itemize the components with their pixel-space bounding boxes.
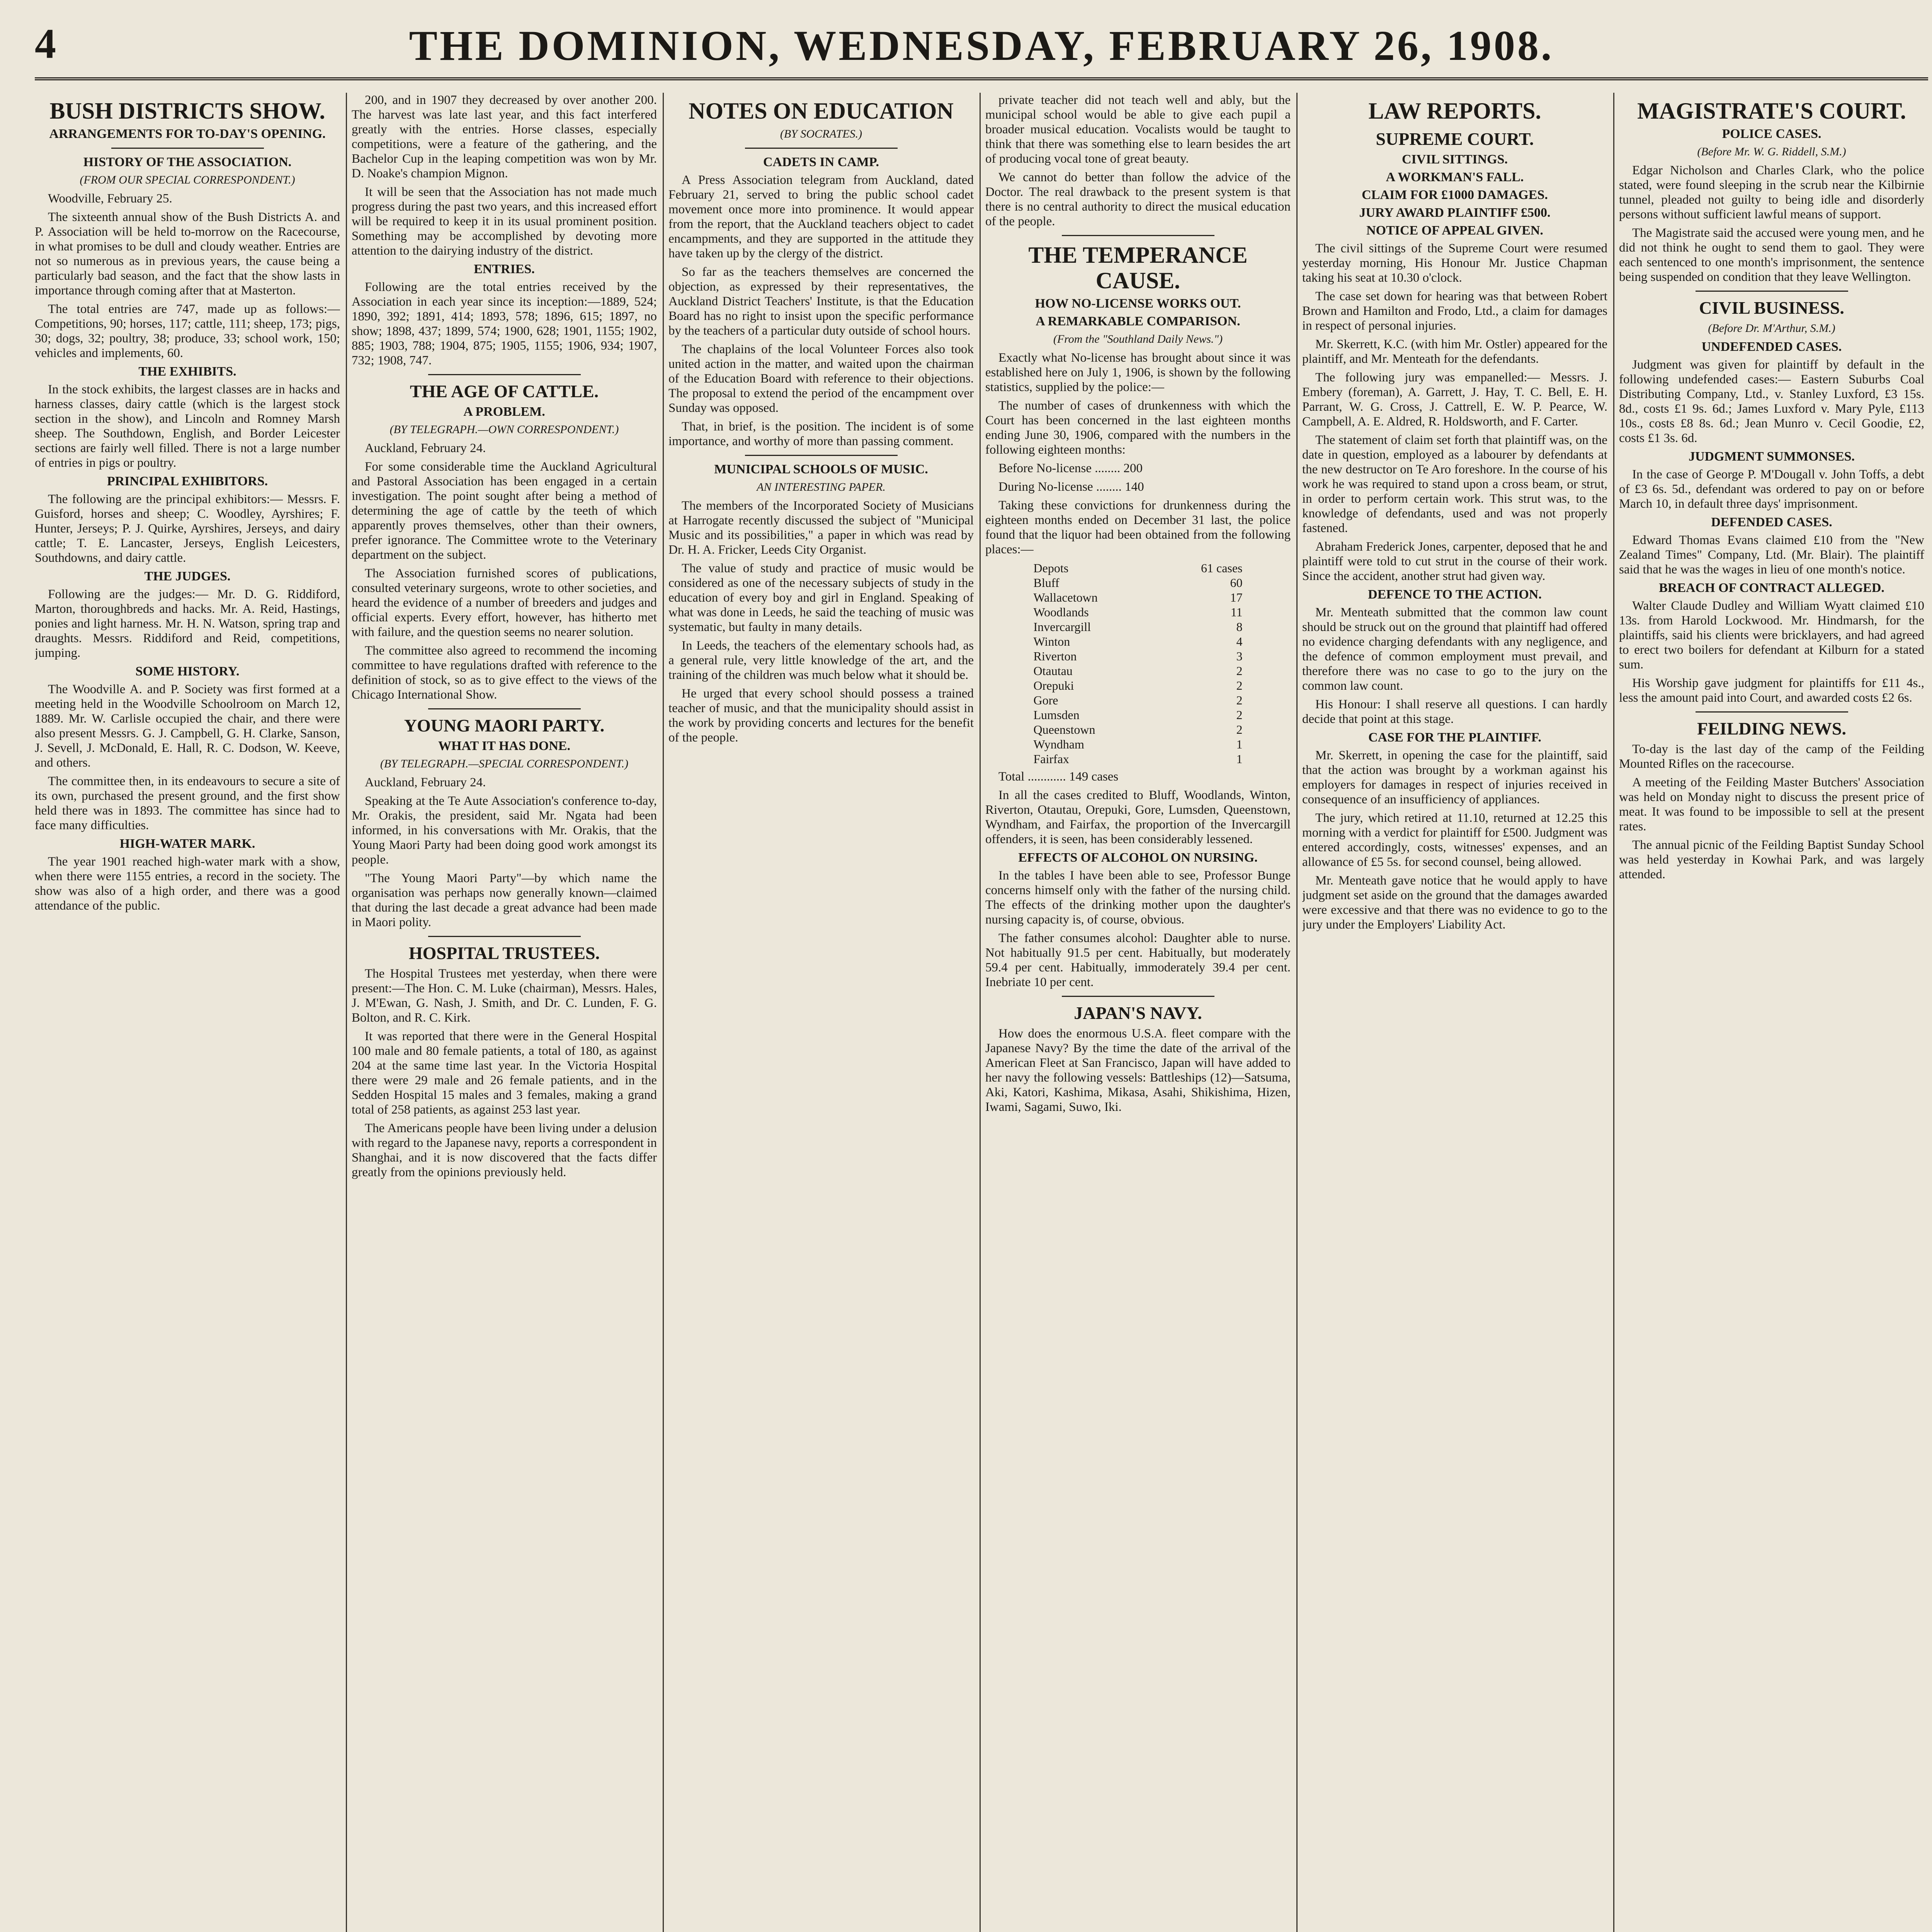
column-rule	[346, 93, 347, 1932]
paragraph: The case set down for hearing was that between Robert Brown and Hamilton and Frodo, Ltd., a claim for damages in respect of personal injuries.	[1302, 289, 1607, 333]
section-heading: CLAIM FOR £1000 DAMAGES.	[1362, 188, 1548, 202]
divider	[1062, 996, 1214, 997]
dateline: Woodville, February 25.	[48, 192, 172, 206]
paragraph: To-day is the last day of the camp of the Feilding Mounted Rifles on the racecourse.	[1619, 742, 1924, 771]
paragraph: The civil sittings of the Supreme Court were resumed yesterday morning, His Honour Mr. Justice Chapman taking his seat at 10.30 o'clock.	[1302, 242, 1607, 285]
dateline: Auckland, February 24.	[365, 441, 486, 455]
table-cell-place: Gore	[1033, 693, 1058, 707]
table-cell-cases: 8	[1236, 620, 1243, 634]
section-heading: DEFENDED CASES.	[1711, 515, 1832, 529]
headline-notes-on-education: NOTES ON EDUCATION	[689, 98, 954, 124]
paragraph: The committee also agreed to recommend the incoming committee to have regulations drafted with reference to the definition of stock, so as to give effect to the views of the Chicago International Show.	[352, 644, 657, 702]
table-cell-place: Wyndham	[1033, 737, 1084, 751]
divider	[1696, 291, 1848, 292]
paragraph: So far as the teachers themselves are concerned the objection, as expressed by their representatives, the Auckland District Teachers' Institute, is that the Education Board has no right to insist upon the specific performance by the teachers of a particular duty outside of school hours.	[668, 265, 974, 338]
section-heading: ENTRIES.	[474, 262, 535, 276]
subhead: ARRANGEMENTS FOR TO-DAY'S OPENING.	[49, 127, 326, 141]
paragraph: Following are the total entries received by the Association in each year since its inception:—1889, 524; 1890, 392; 1891, 414; 1893, 578; 1896, 615; 1897, no show; 1898, 437; 1899, 574; 1900, 628; 1901, 1155; 1902, 885; 1903, 788; 1904, 875; 1905, 1155; 1906, 934; 1907, 732; 1908, 747.	[352, 280, 657, 367]
paragraph: Exactly what No-license has brought about since it was established here on July 1, 1906, is shown by the following statistics, supplied by the police:—	[985, 351, 1291, 394]
headline-law-reports: LAW REPORTS.	[1368, 98, 1541, 124]
divider	[745, 148, 898, 149]
paragraph: In all the cases credited to Bluff, Woodlands, Winton, Riverton, Otautau, Orepuki, Gore, Lumsden, Queenstown, Wyndham, and Fairfax, the proportion of the Invercargill offenders, it is seen, has been considerably lessened.	[985, 788, 1291, 846]
paragraph: In Leeds, the teachers of the elementary schools had, as a general rule, very little knowledge of the art, and the training of the children was much below what it should be.	[668, 639, 974, 682]
table-row	[1031, 707, 1245, 722]
paragraph: We cannot do better than follow the advice of the Doctor. The real drawback to the present system is that there is no central authority to direct the musical education of the people.	[985, 170, 1291, 228]
section-heading: BREACH OF CONTRACT ALLEGED.	[1659, 581, 1884, 595]
section-heading: CADETS IN CAMP.	[763, 155, 879, 169]
table-row	[1031, 561, 1245, 575]
paragraph: Taking these convictions for drunkenness during the eighteen months ended on December 31 last, the police found that the liquor had been obtained from the following places:—	[985, 498, 1291, 556]
paragraph: The Hospital Trustees met yesterday, when there were present:—The Hon. C. M. Luke (chairman), Messrs. Hales, J. M'Ewan, G. Nash, J. Smith, and Dr. C. Lunden, F. G. Bolton, and R. C. Kirk.	[352, 967, 657, 1025]
divider	[745, 455, 898, 456]
table-cell-cases: 11	[1230, 605, 1243, 619]
byline: (FROM OUR SPECIAL CORRESPONDENT.)	[80, 173, 295, 186]
section-heading: A WORKMAN'S FALL.	[1386, 170, 1524, 184]
paragraph: The members of the Incorporated Society of Musicians at Harrogate recently discussed the subject of "Municipal Music and its possibilities," a paper in which was read by Dr. H. A. Fricker, Leeds City Organist.	[668, 499, 974, 557]
column-4	[985, 93, 1291, 1932]
divider	[428, 936, 581, 937]
table-cell-cases: 2	[1236, 664, 1243, 678]
section-heading: UNDEFENDED CASES.	[1701, 340, 1842, 354]
headline-feilding-news: FEILDING NEWS.	[1697, 719, 1846, 738]
table-row	[1031, 605, 1245, 619]
paragraph: It will be seen that the Association has not made much progress during the past two years, and this increased effort will be required to keep it in its usual prominent position. Something may be accomplished by devoting more attention to the dairying industry of the district.	[352, 185, 657, 258]
headline-supreme-court: SUPREME COURT.	[1376, 129, 1534, 149]
paragraph: Speaking at the Te Aute Association's conference to-day, Mr. Orakis, the president, said Mr. Ngata had been informed, in his conversations with Mr. Orakis, that the Young Maori Party had been doing good work amongst its people.	[352, 794, 657, 867]
table-cell-cases: 2	[1236, 723, 1243, 736]
table-cell-cases: 17	[1230, 590, 1243, 604]
divider	[1062, 235, 1214, 236]
masthead	[35, 12, 1928, 80]
headline-young-maori-party: YOUNG MAORI PARTY.	[404, 716, 605, 735]
newspaper-title: THE DOMINION, WEDNESDAY, FEBRUARY 26, 1908.	[409, 22, 1554, 69]
section-heading: SOME HISTORY.	[135, 664, 240, 679]
paragraph: A meeting of the Feilding Master Butchers' Association was held on Monday night to discuss the present price of meat. It was found to be impossible to sell at the present rates.	[1619, 776, 1924, 833]
paragraph: Following are the judges:— Mr. D. G. Riddiford, Marton, thoroughbreds and hacks. Mr. A. Reid, Hastings, ponies and light harness. Mr. H. N. Watson, spring trap and draughts. Messrs. Riddiford and Reid, competitions, jumping.	[35, 587, 340, 660]
table-row	[1031, 752, 1245, 766]
paragraph: The year 1901 reached high-water mark with a show, when there were 1155 entries, a record in the society. The show was also of a high order, and there was a good attendance of the public.	[35, 855, 340, 913]
headline-hospital-trustees: HOSPITAL TRUSTEES.	[408, 943, 600, 963]
headline-bush-districts: BUSH DISTRICTS SHOW.	[49, 98, 325, 124]
stat-before: Before No-license ........ 200	[998, 461, 1143, 475]
paragraph: The Association furnished scores of publications, consulted veterinary surgeons, wrote to other societies, and heard the evidence of a number of breeders and judges and official experts. Every effort, however, has hitherto met with failure, and the question seems no nearer solution.	[352, 566, 657, 639]
column-rule	[663, 93, 664, 1932]
table-cell-cases: 3	[1236, 649, 1243, 663]
liquor-source-table	[1031, 561, 1245, 766]
byline: (Before Dr. M'Arthur, S.M.)	[1708, 322, 1835, 335]
paragraph: The chaplains of the local Volunteer Forces also took united action in the matter, and waited upon the chairman of the Education Board with reference to their objections. The proposal to extend the period of the encampment over Sunday was opposed.	[668, 342, 974, 415]
byline: (BY SOCRATES.)	[780, 128, 862, 140]
table-cell-place: Orepuki	[1033, 679, 1074, 692]
section-heading: HIGH-WATER MARK.	[119, 837, 255, 851]
table-total: Total ............ 149 cases	[998, 770, 1119, 784]
table-cell-cases: 4	[1236, 634, 1243, 648]
section-heading: CASE FOR THE PLAINTIFF.	[1368, 730, 1541, 745]
table-row	[1031, 663, 1245, 678]
paragraph: Mr. Skerrett, K.C. (with him Mr. Ostler) appeared for the plaintiff, and Mr. Menteath for the defendants.	[1302, 337, 1607, 366]
column-rule	[980, 93, 981, 1932]
paragraph: The total entries are 747, made up as follows:—Competitions, 90; horses, 117; cattle, 111; sheep, 173; pigs, 30; dogs, 32; poultry, 38; produce, 33; school work, 150; vehicles and implements, 60.	[35, 302, 340, 360]
paragraph: private teacher did not teach well and ably, but the municipal school would be able to give each pupil a broader musical education. Vocalists would be taught to think that there was something else to learn besides the art of producing vocal tone of great beauty.	[985, 93, 1291, 166]
table-row	[1031, 649, 1245, 663]
headline-temperance-cause: THE TEMPERANCE CAUSE.	[1028, 242, 1248, 293]
table-cell-place: Lumsden	[1033, 708, 1080, 722]
table-cell-place: Riverton	[1033, 649, 1077, 663]
section-heading: JUDGMENT SUMMONSES.	[1688, 449, 1855, 464]
section-heading: MUNICIPAL SCHOOLS OF MUSIC.	[714, 462, 928, 476]
subhead: A PROBLEM.	[463, 405, 545, 419]
paragraph: A Press Association telegram from Auckland, dated February 21, served to bring the public school cadet movement once more into prominence. It would appear from the report, that the Auckland teachers object to cadet encampments, and they are supported in the attitude they have taken up by the clergy of the district.	[668, 173, 974, 260]
table-row	[1031, 590, 1245, 605]
paragraph: In the stock exhibits, the largest classes are in hacks and harness classes, dairy cattle (which is the largest stock section in the show), and Lincoln and Romney Marsh sheep. The Southdown, English, and Border Leicester sections are fairly well filled. There is not a large number of entries in pigs or poultry.	[35, 383, 340, 470]
column-rule	[1296, 93, 1298, 1932]
paragraph: The following are the principal exhibitors:— Messrs. F. Guisford, horses and sheep; C. Woodley, Ayrshires; F. Hunter, Jerseys; P. J. Quirke, Ayrshires, Jerseys, and dairy cattle; T. E. Lancaster, Jerseys, English Leicesters, Southdowns, and dairy cattle.	[35, 492, 340, 565]
section-heading: NOTICE OF APPEAL GIVEN.	[1366, 223, 1543, 238]
paragraph: The value of study and practice of music would be considered as one of the necessary subjects of study in the education of every boy and girl in England. Speaking of what was done in Leeds, he said the teaching of music was systematic, but faulty in many details.	[668, 561, 974, 634]
paragraph: The following jury was empanelled:— Messrs. J. Embery (foreman), A. Garrett, J. Hay, T. C. Bell, E. H. Parrant, W. G. Cross, J. Cattrell, E. W. P. Pearce, W. Campbell, A. E. Aldred, R. Holdsworth, and F. Carter.	[1302, 371, 1607, 429]
paragraph: Edgar Nicholson and Charles Clark, who the police stated, were found sleeping in the scrub near the Kilbirnie tunnel, pleaded not guilty to being idle and disorderly persons without sufficient lawful means of support.	[1619, 163, 1924, 221]
headline-japans-navy: JAPAN'S NAVY.	[1074, 1003, 1202, 1023]
paragraph: Abraham Frederick Jones, carpenter, deposed that he and plaintiff were told to cut strut in the course of their work. Since the accident, another strut had given way.	[1302, 540, 1607, 583]
table-cell-cases: 2	[1236, 693, 1243, 707]
section-heading: JURY AWARD PLAINTIFF £500.	[1359, 206, 1551, 220]
headline-age-of-cattle: THE AGE OF CATTLE.	[410, 381, 599, 401]
dateline: Auckland, February 24.	[365, 776, 486, 789]
paragraph: His Worship gave judgment for plaintiffs for £11 4s., less the amount paid into Court, and awarded costs £2 6s.	[1619, 676, 1924, 705]
table-cell-cases: 1	[1236, 737, 1243, 751]
table-row	[1031, 737, 1245, 752]
subhead: POLICE CASES.	[1722, 127, 1821, 141]
paragraph: The statement of claim set forth that plaintiff was, on the date in question, employed as a labourer by defendants at the new destructor on Te Aro foreshore. In the course of his work he was required to stand upon a cross beam, or strut, in order to perform certain work. This strut was, to the knowledge of defendants, used and was not properly fastened.	[1302, 433, 1607, 535]
byline: (BY TELEGRAPH.—SPECIAL CORRESPONDENT.)	[380, 757, 629, 770]
section-heading: EFFECTS OF ALCOHOL ON NURSING.	[1018, 850, 1258, 865]
paragraph: The Americans people have been living under a delusion with regard to the Japanese navy, reports a correspondent in Shanghai, and it is now discovered that the facts differ greatly from the opinions previously held.	[352, 1121, 657, 1179]
paragraph: He urged that every school should possess a trained teacher of music, and that the municipality should assist in the work by providing concerts and lectures for the benefit of the people.	[668, 687, 974, 745]
paragraph: The father consumes alcohol: Daughter able to nurse. Not habitually 91.5 per cent. Habitually, but moderately 59.4 per cent. Habitually, immoderately 39.4 per cent. Inebriate 10 per cent.	[985, 931, 1291, 989]
paragraph: The number of cases of drunkenness with which the Court has been concerned in the last eighteen months ending June 30, 1906, compared with the numbers in the following eighteen months:	[985, 399, 1291, 457]
paragraph: It was reported that there were in the General Hospital 100 male and 80 female patients, a total of 180, as against 204 at the same time last year. In the Victoria Hospital there were 29 male and 26 female patients, and in the Sedden Hospital 15 males and 3 females, making a grand total of 258 patients, as against 253 last year.	[352, 1029, 657, 1117]
byline: (BY TELEGRAPH.—OWN CORRESPONDENT.)	[389, 423, 619, 436]
section-heading: HISTORY OF THE ASSOCIATION.	[83, 155, 292, 169]
paragraph: Mr. Menteath gave notice that he would apply to have judgment set aside on the ground that the damages awarded were excessive and that there was no evidence to go to the jury under the Employers' Liability Act.	[1302, 874, 1607, 932]
divider	[111, 148, 264, 149]
paragraph: "The Young Maori Party"—by which name the organisation was perhaps now generally known—claimed that during the last decade a great advance had been made in Maori polity.	[352, 871, 657, 929]
section-heading: DEFENCE TO THE ACTION.	[1368, 587, 1542, 602]
divider	[428, 374, 581, 375]
table-row	[1031, 634, 1245, 649]
source-note: (From the "Southland Daily News.")	[1053, 333, 1223, 345]
table-cell-place: Winton	[1033, 634, 1070, 648]
table-cell-place: Queenstown	[1033, 723, 1095, 736]
paragraph: In the tables I have been able to see, Professor Bunge concerns himself only with the father of the nursing child. The effects of the drinking mother upon the daughter's nursing capacity is, of course, obvious.	[985, 869, 1291, 927]
table-cell-place: Invercargill	[1033, 620, 1091, 634]
table-cell-place: Bluff	[1033, 576, 1060, 590]
table-cell-cases: 60	[1230, 576, 1243, 590]
table-cell-cases: 2	[1236, 708, 1243, 722]
section-heading: PRINCIPAL EXHIBITORS.	[107, 474, 268, 488]
table-cell-place: Wallacetown	[1033, 590, 1098, 604]
subhead: AN INTERESTING PAPER.	[757, 481, 886, 493]
paragraph: The sixteenth annual show of the Bush Districts A. and P. Association will be held to-morrow on the Racecourse, in what promises to be dull and cloudy weather. Entries are not so numerous as in previous years, the cause being a particularly bad season, and the fact that the show lasts in importance through coming after that at Masterton.	[35, 210, 340, 298]
section-heading: THE JUDGES.	[144, 569, 231, 583]
stat-during: During No-license ........ 140	[998, 480, 1144, 494]
paragraph: Mr. Menteath submitted that the common law count should be struck out on the ground that plaintiff had offered no evidence charging defendants with any negligence, and the defence of common employment must prevail, and therefore there was no case to go to the jury on the common law count.	[1302, 605, 1607, 693]
paragraph: Mr. Skerrett, in opening the case for the plaintiff, said that the action was brought by a workman against his employers for damages in respect of injuries received in consequence of an insufficiency of appliances.	[1302, 748, 1607, 806]
column-6	[1619, 93, 1924, 1932]
headline-magistrates-court: MAGISTRATE'S COURT.	[1637, 98, 1906, 124]
paragraph: The annual picnic of the Feilding Baptist Sunday School was held yesterday in Kowhai Park, and was largely attended.	[1619, 838, 1924, 881]
section-heading: A REMARKABLE COMPARISON.	[1036, 314, 1240, 328]
table-cell-place: Fairfax	[1033, 752, 1069, 766]
column-2	[352, 93, 657, 1932]
table-row	[1031, 722, 1245, 737]
paragraph: The Magistrate said the accused were young men, and he did not think he ought to send them to gaol. They were each sentenced to one month's imprisonment, the sentence being suspended on condition that they leave Wellington.	[1619, 226, 1924, 284]
divider	[428, 708, 581, 709]
table-cell-cases: 2	[1236, 679, 1243, 692]
table-cell-cases: 1	[1236, 752, 1243, 766]
table-cell-place: Depots	[1033, 561, 1069, 575]
subhead: WHAT IT HAS DONE.	[438, 739, 570, 753]
table-row	[1031, 693, 1245, 707]
paragraph: For some considerable time the Auckland Agricultural and Pastoral Association has been engaged in a certain investigation. The point sought after being a method of determining the age of cattle by the teeth of which apparently proves themselves, other than their owners, prefer ignorance. The Committee wrote to the Veterinary department on the subject.	[352, 460, 657, 562]
divider	[1696, 711, 1848, 713]
table-row	[1031, 575, 1245, 590]
table-row	[1031, 678, 1245, 693]
column-rule	[1613, 93, 1614, 1932]
paragraph: Edward Thomas Evans claimed £10 from the "New Zealand Times" Company, Ltd. (Mr. Blair). The plaintiff said that he was the wages in lieu of one month's notice.	[1619, 533, 1924, 577]
byline: (Before Mr. W. G. Riddell, S.M.)	[1697, 145, 1846, 158]
paragraph: How does the enormous U.S.A. fleet compare with the Japanese Navy? By the time the date of the arrival of the American Fleet at San Francisco, Japan will have added to her navy the following vessels: Battleships (12)—Satsuma, Aki, Katori, Kashima, Mikasa, Asahi, Shikishima, Hizen, Iwami, Sagami, Suwo, Iki.	[985, 1027, 1291, 1114]
paragraph: The jury, which retired at 11.10, returned at 12.25 this morning with a verdict for plaintiff for £500. Judgment was entered accordingly, costs, witnesses' expenses, and an allowance of £5 5s. for second counsel, being allowed.	[1302, 811, 1607, 869]
column-5	[1302, 93, 1607, 1932]
paragraph: That, in brief, is the position. The incident is of some importance, and worthy of more than passing comment.	[668, 420, 974, 448]
section-heading: THE EXHIBITS.	[138, 364, 236, 379]
paragraph: Judgment was given for plaintiff by default in the following undefended cases:— Eastern Suburbs Coal Distributing Company, Ltd., v. Stanley Luxford, £3 15s. 8d., costs £1 9s. 6d.; James Luxford v. Mary Pyle, £113 10s., costs £8 8s. 6d.; Jean Munro v. Cecil Goodie, £2, costs £1 3s. 6d.	[1619, 358, 1924, 445]
paragraph: The committee then, in its endeavours to secure a site of its own, purchased the present ground, and the first show held there was in 1893. The committee has since had to face many difficulties.	[35, 774, 340, 832]
table-cell-place: Woodlands	[1033, 605, 1089, 619]
headline-civil-business: CIVIL BUSINESS.	[1699, 298, 1844, 318]
table-row	[1031, 619, 1245, 634]
paragraph: The Woodville A. and P. Society was first formed at a meeting held in the Woodville Schoolroom on March 12, 1889. Mr. W. Carlisle occupied the chair, and there were also present Messrs. G. J. Campbell, G. H. Clarke, Sanson, J. Sevell, J. McDonald, E. Hall, R. C. Dodson, W. Keeve, and others.	[35, 682, 340, 770]
page-number: 4	[35, 20, 56, 67]
paragraph: His Honour: I shall reserve all questions. I can hardly decide that point at this stage.	[1302, 697, 1607, 726]
paragraph: Walter Claude Dudley and William Wyatt claimed £10 13s. from Harold Lockwood. Mr. Hindmarsh, for the plaintiffs, said his clients were bricklayers, and had agreed to erect two boilers for defendant at Kilburn for a stated sum.	[1619, 599, 1924, 672]
paragraph: In the case of George P. M'Dougall v. John Toffs, a debt of £3 6s. 5d., defendant was ordered to pay on or before March 10, in default three days' imprisonment.	[1619, 468, 1924, 511]
table-cell-cases: 61 cases	[1201, 561, 1243, 575]
column-1	[35, 93, 340, 1932]
subhead: CIVIL SITTINGS.	[1401, 152, 1508, 167]
table-cell-place: Otautau	[1033, 664, 1073, 678]
paragraph: 200, and in 1907 they decreased by over another 200. The harvest was late last year, and this fact interfered greatly with the entries. Horse classes, especially competitions, were a feature of the gathering, and the Bachelor Cup in the leaping competition was won by Mr. D. Noake's champion Mignon.	[352, 93, 657, 180]
column-3	[668, 93, 974, 1932]
subhead: HOW NO-LICENSE WORKS OUT.	[1035, 296, 1241, 311]
